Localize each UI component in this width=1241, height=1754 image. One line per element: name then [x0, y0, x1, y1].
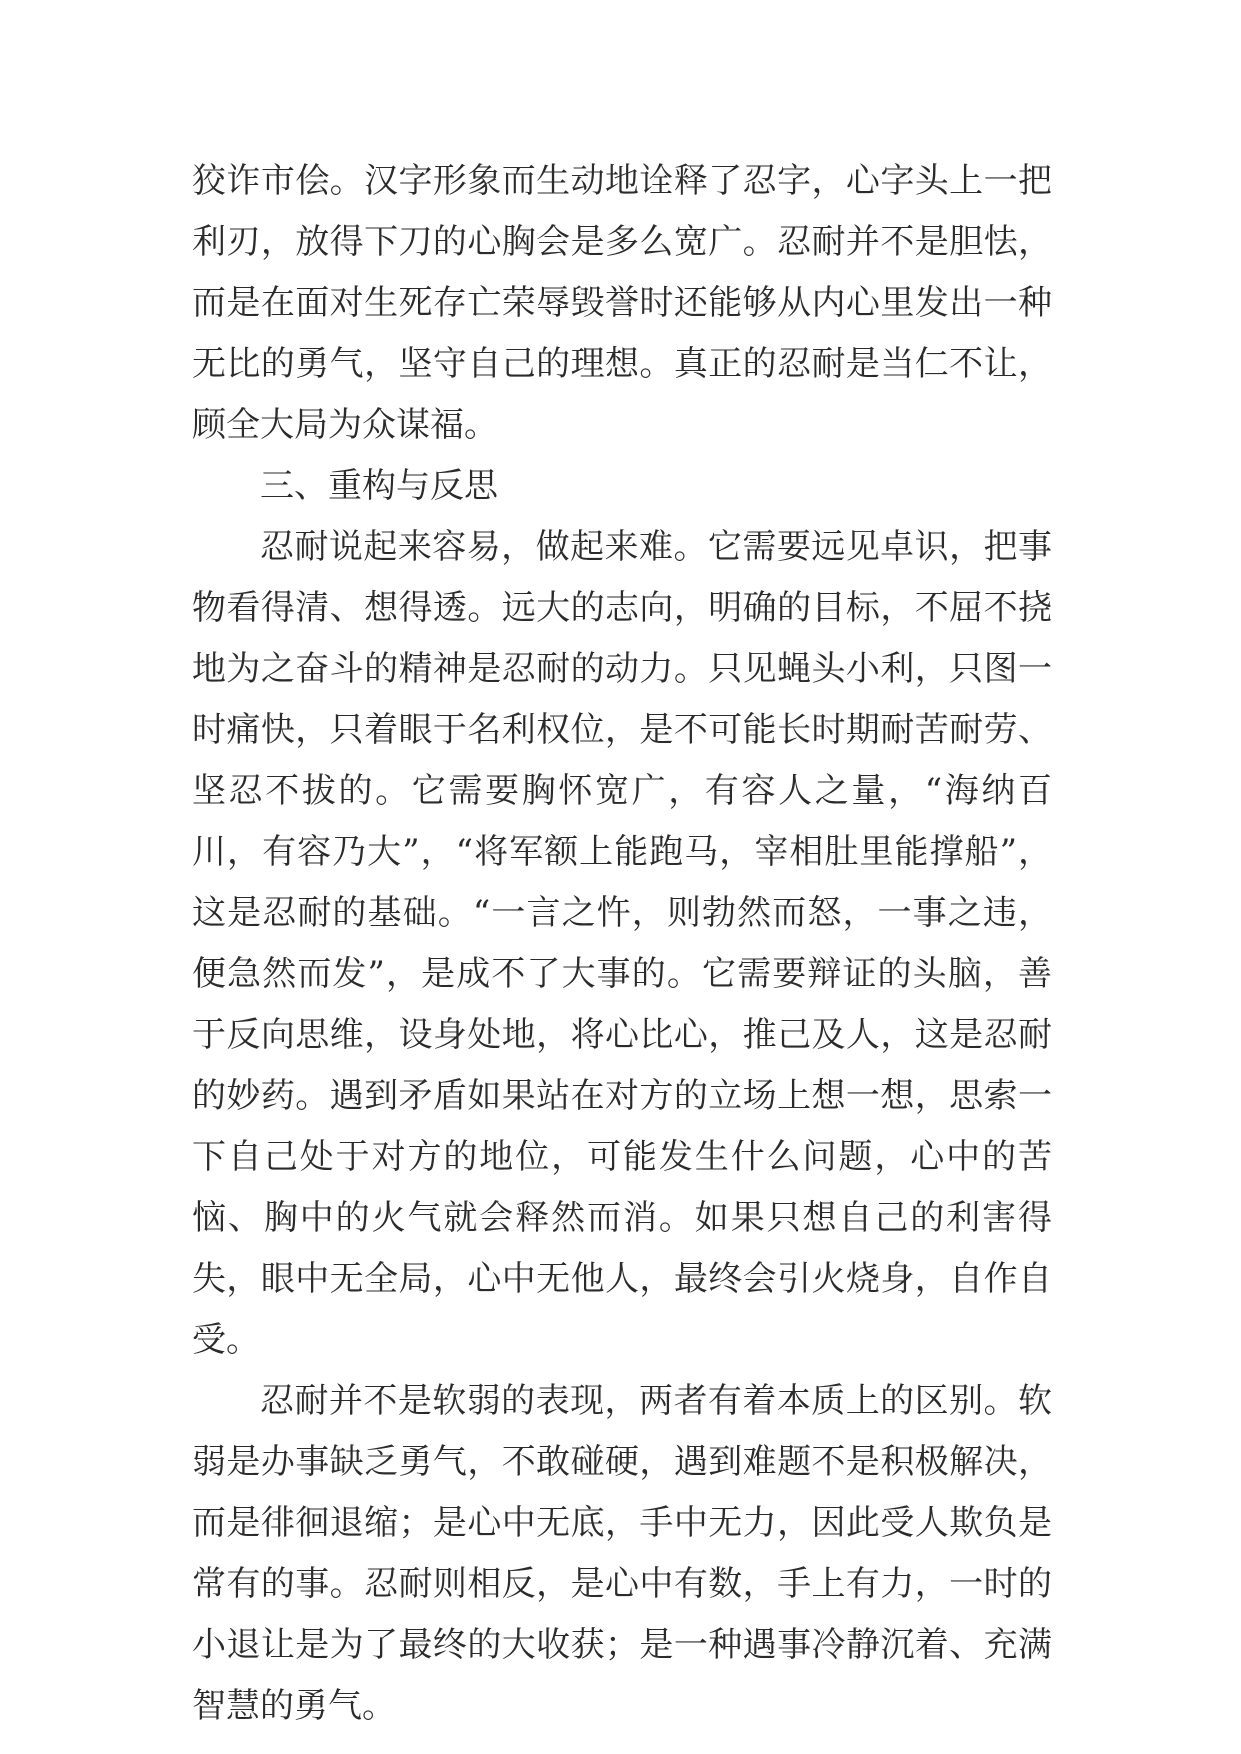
body-text: [192, 151, 1052, 1737]
paragraph-patience-requirements: 忍耐说起来容易，做起来难。它需要远见卓识，把事物看得清、想得透。远大的志向，明确的目标，不屈不挠地为之奋斗的精神是忍耐的动力。只见蝇头小利，只图一时痛快，只着眼于名利权位，是不可能长时期耐苦耐劳、坚忍不拔的。它需要胸怀宽广，有容人之量，“海纳百川，有容乃大”，“将军额上能跑马，宰相肚里能撑船”，这是忍耐的基础。“一言之忤，则勃然而怒，一事之违，便急然而发”，是成不了大事的。它需要辩证的头脑，善于反向思维，设身处地，将心比心，推己及人，这是忍耐的妙药。遇到矛盾如果站在对方的立场上想一想，思索一下自己处于对方的地位，可能发生什么问题，心中的苦恼、胸中的火气就会释然而消。如果只想自己的利害得失，眼中无全局，心中无他人，最终会引火烧身，自作自受。: [192, 527, 1052, 1360]
section-heading: 三、重构与反思: [260, 466, 498, 506]
paragraph-patience-vs-weakness: 忍耐并不是软弱的表现，两者有着本质上的区别。软弱是办事缺乏勇气，不敢碰硬，遇到难题不是积极解决，而是徘徊退缩；是心中无底，手中无力，因此受人欺负是常有的事。忍耐则相反，是心中有数，手上有力，一时的小退让是为了最终的大收获；是一种遇事冷静沉着、充满智慧的勇气。: [192, 1381, 1052, 1726]
paragraph-continuation: 狡诈市侩。汉字形象而生动地诠释了忍字，心字头上一把利刃，放得下刀的心胸会是多么宽广。忍耐并不是胆怯，而是在面对生死存亡荣辱毁誉时还能够从内心里发出一种无比的勇气，坚守自己的理想。真正的忍耐是当仁不让，顾全大局为众谋福。: [192, 161, 1052, 445]
